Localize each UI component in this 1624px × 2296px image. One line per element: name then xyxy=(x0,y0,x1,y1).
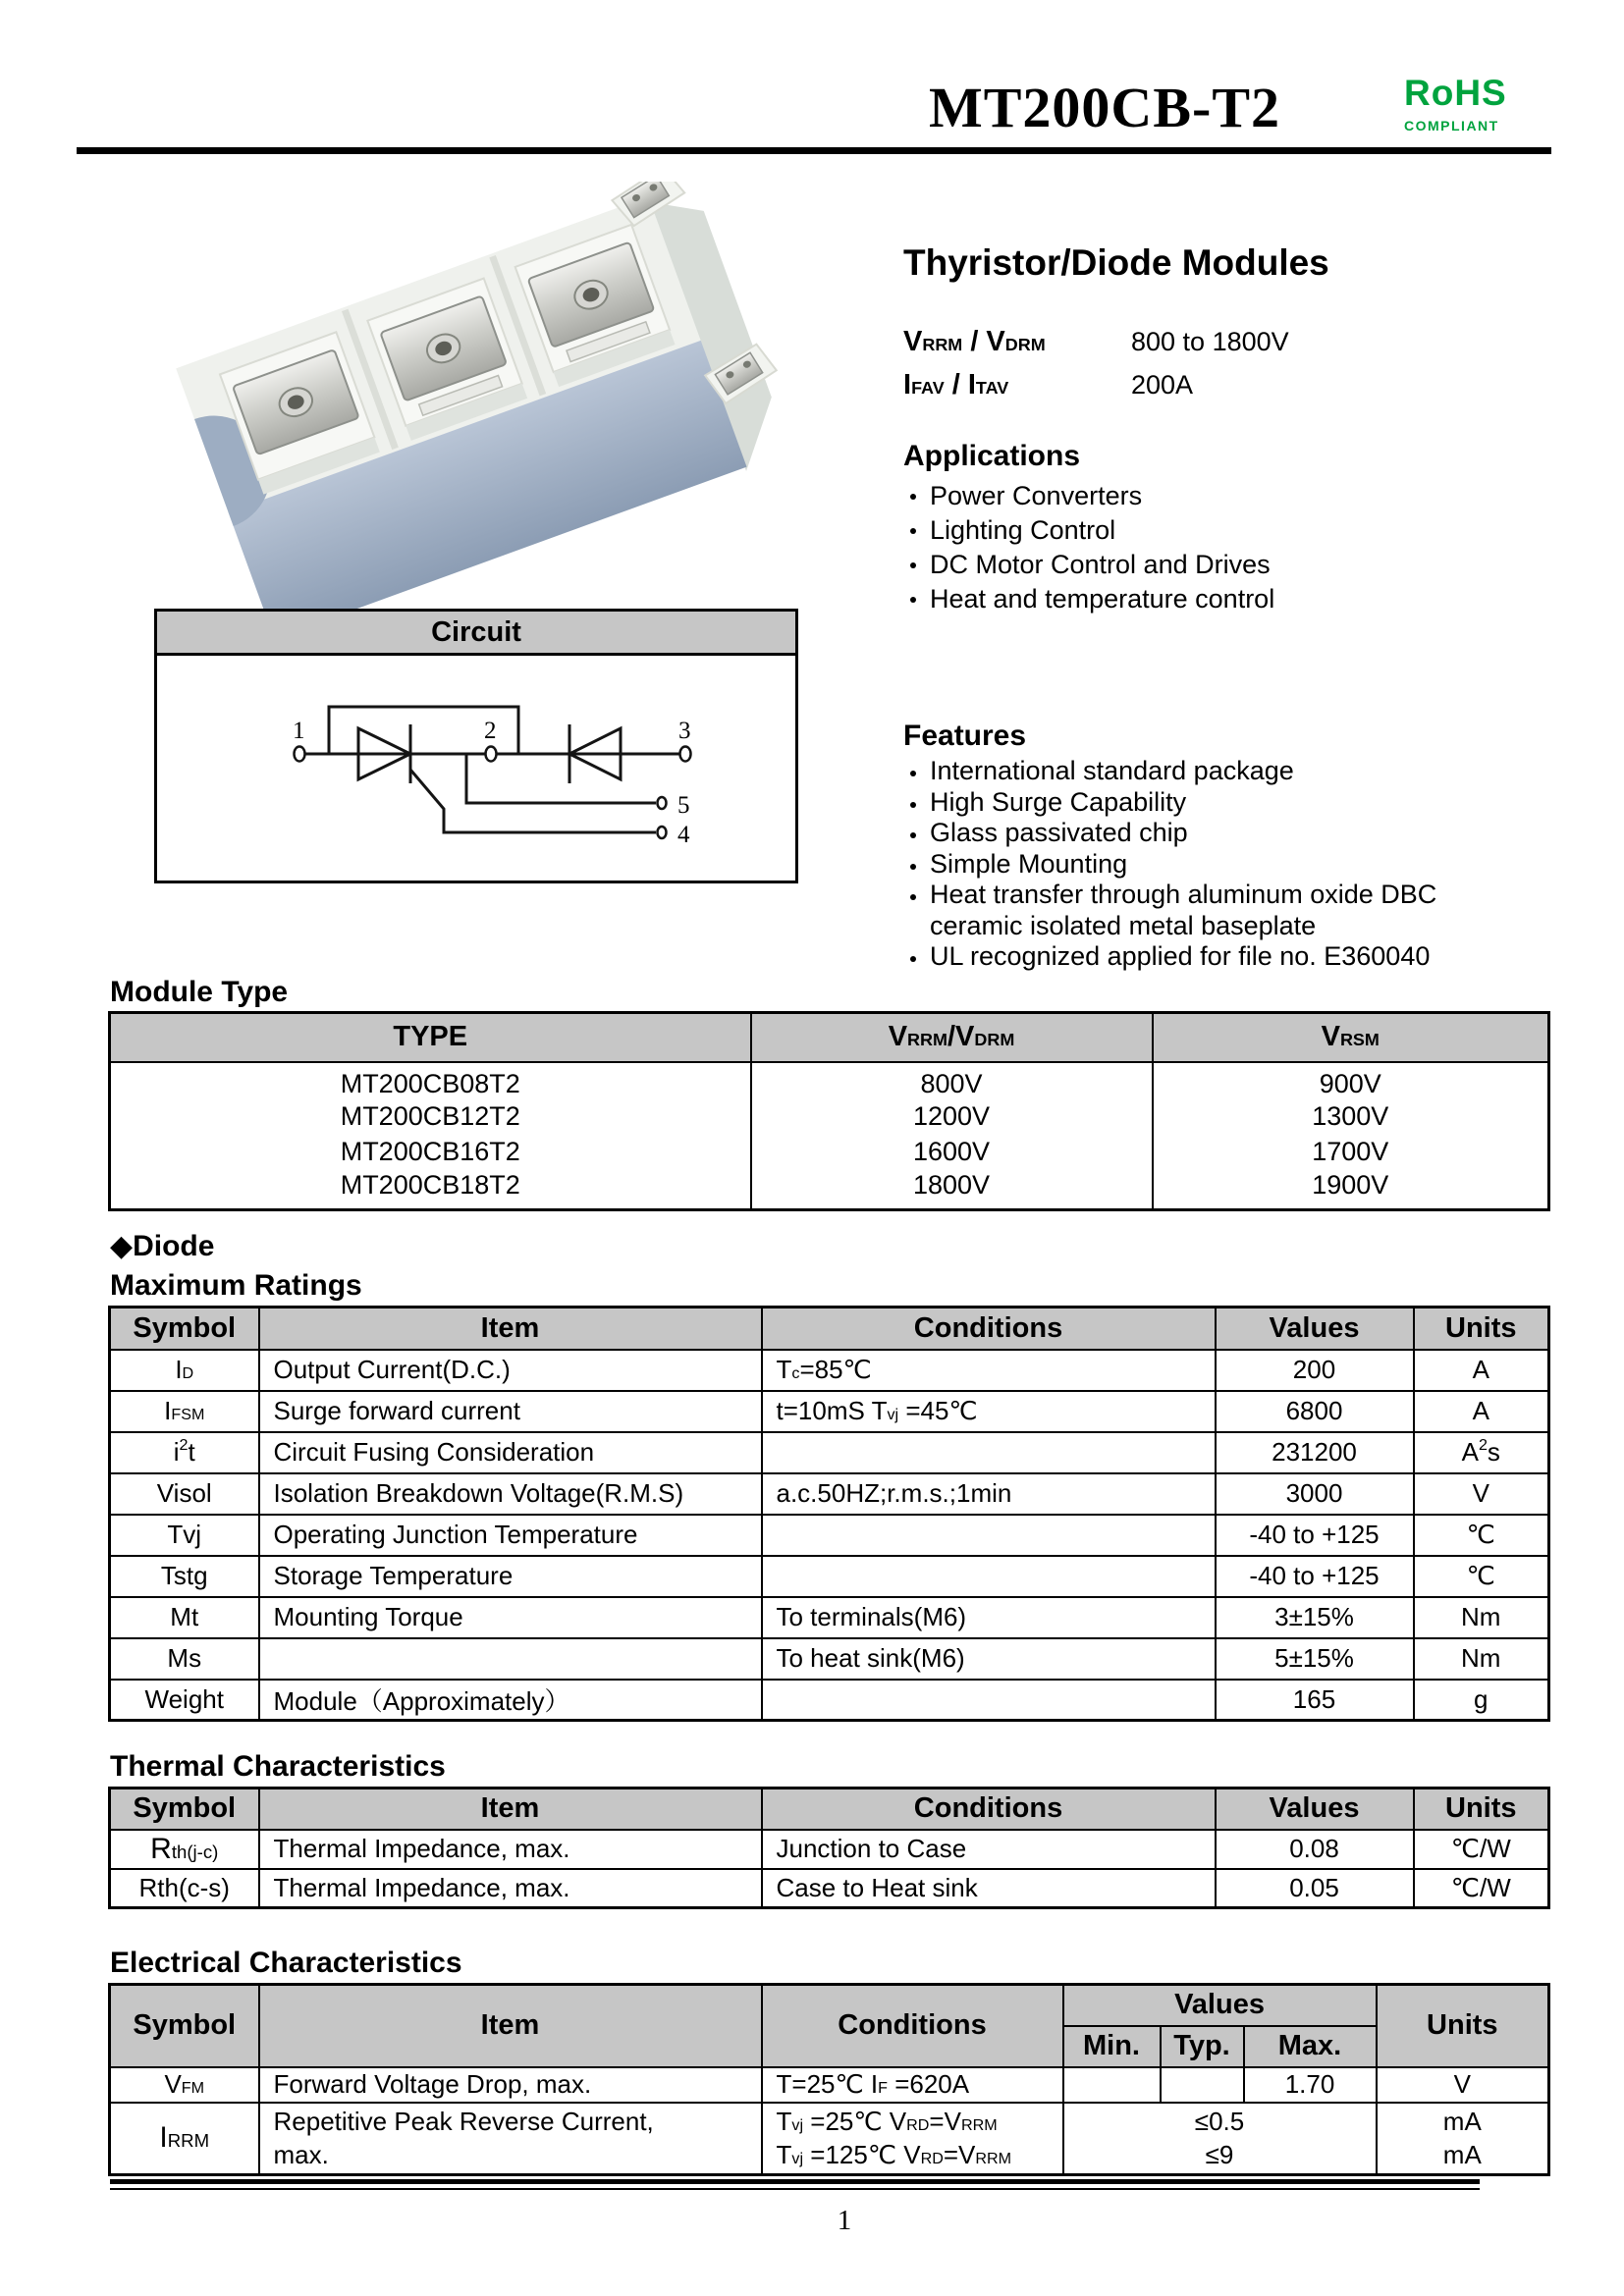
column-header: Units xyxy=(1377,1985,1549,2067)
column-header: Symbol xyxy=(110,1308,259,1350)
spec-value-voltage: 800 to 1800V xyxy=(1131,327,1289,356)
cell-values-merged xyxy=(1063,2103,1377,2175)
cell-conditions xyxy=(762,2103,1063,2175)
features-heading: Features xyxy=(903,720,1027,752)
cell-conditions: Case to Heat sink xyxy=(762,1869,1216,1908)
list-item: Simple Mounting xyxy=(903,849,1483,881)
cell-value: -40 to +125 xyxy=(1216,1556,1414,1597)
cell-value: 3000 xyxy=(1216,1473,1414,1515)
cell-unit: Nm xyxy=(1414,1597,1549,1638)
footer-rule-thick xyxy=(110,2179,1480,2184)
cell-item: Surge forward current xyxy=(259,1391,762,1432)
cell-item xyxy=(259,2103,762,2175)
table-header-row xyxy=(110,1013,1549,1062)
table-row xyxy=(110,1062,1549,1099)
cell-symbol: $i^2t$ xyxy=(110,1432,259,1473)
conditions-line: Tvj =25℃ VRD=VRRM xyxy=(776,2107,998,2137)
column-header: Item xyxy=(259,1789,762,1830)
column-header: VRSM xyxy=(1153,1013,1549,1062)
circuit-box xyxy=(154,609,798,883)
module-type-heading: Module Type xyxy=(110,976,289,1008)
column-header-max: Max. xyxy=(1244,2026,1377,2067)
cell-unit: V xyxy=(1414,1473,1549,1515)
terminal-3-label: 3 xyxy=(678,718,691,744)
column-header-values: Values xyxy=(1063,1985,1377,2026)
cell-conditions: T=25℃ IF =620A xyxy=(762,2067,1063,2103)
spec-symbol-vrrm-vdrm: VRRM / VDRM xyxy=(903,326,1046,357)
value-line: ≤0.5 xyxy=(1194,2107,1245,2137)
terminal-4-node xyxy=(658,827,667,838)
cell-symbol: ID xyxy=(110,1350,259,1391)
cell-value: -40 to +125 xyxy=(1216,1515,1414,1556)
cell-symbol: IFSM xyxy=(110,1391,259,1432)
table-row xyxy=(110,1432,1549,1473)
rohs-badge-line2: COMPLIANT xyxy=(1404,118,1499,133)
conditions-line: Tvj =125℃ VRD=VRRM xyxy=(776,2140,1012,2170)
spec-row-current xyxy=(903,369,1193,401)
table-row xyxy=(110,1391,1549,1432)
cell-min xyxy=(1063,2067,1161,2103)
column-header-typ: Typ. xyxy=(1161,2026,1244,2067)
list-item: High Surge Capability xyxy=(903,787,1483,819)
cell-vrsm: 900V xyxy=(1153,1062,1549,1099)
cell-type: MT200CB12T2 xyxy=(110,1099,751,1135)
cell-type: MT200CB08T2 xyxy=(110,1062,751,1099)
column-header: Conditions xyxy=(762,1985,1063,2067)
column-header: Item xyxy=(259,1985,762,2067)
cell-typ xyxy=(1161,2067,1244,2103)
cell-unit xyxy=(1377,2103,1549,2175)
cell-conditions xyxy=(762,1556,1216,1597)
cell-value: 200 xyxy=(1216,1350,1414,1391)
cell-unit: A xyxy=(1414,1391,1549,1432)
table-row xyxy=(110,1556,1549,1597)
cell-vrsm: 1700V xyxy=(1153,1135,1549,1170)
cell-symbol: Rth(j-c) xyxy=(110,1830,259,1869)
terminal-3-node xyxy=(680,747,691,762)
table-row xyxy=(110,2103,1549,2175)
cell-item: Circuit Fusing Consideration xyxy=(259,1432,762,1473)
table-row xyxy=(110,1638,1549,1680)
electrical-heading: Electrical Characteristics xyxy=(110,1947,462,1979)
list-item: Glass passivated chip xyxy=(903,818,1483,849)
cell-unit: ℃ xyxy=(1414,1515,1549,1556)
thermal-heading: Thermal Characteristics xyxy=(110,1750,446,1783)
cell-conditions: To heat sink(M6) xyxy=(762,1638,1216,1680)
table-header-row xyxy=(110,1789,1549,1830)
terminal-5-label: 5 xyxy=(677,792,690,819)
spec-row-voltage xyxy=(903,326,1289,358)
cell-vrrm: 1600V xyxy=(751,1135,1153,1170)
cell-value: 5±15% xyxy=(1216,1638,1414,1680)
column-header: Conditions xyxy=(762,1308,1216,1350)
cell-conditions xyxy=(762,1515,1216,1556)
terminal-1-node xyxy=(295,747,305,762)
cell-conditions: Tc=85℃ xyxy=(762,1350,1216,1391)
features-list xyxy=(903,756,1483,973)
cell-vrrm: 1800V xyxy=(751,1170,1153,1210)
applications-heading: Applications xyxy=(903,440,1081,472)
cell-item: Output Current(D.C.) xyxy=(259,1350,762,1391)
column-header-min: Min. xyxy=(1063,2026,1161,2067)
cell-value: 3±15% xyxy=(1216,1597,1414,1638)
cell-conditions: t=10mS Tvj =45℃ xyxy=(762,1391,1216,1432)
cell-value: 165 xyxy=(1216,1680,1414,1721)
cell-vrsm: 1300V xyxy=(1153,1099,1549,1135)
table-header-row xyxy=(110,1308,1549,1350)
column-header: Conditions xyxy=(762,1789,1216,1830)
cell-item: Operating Junction Temperature xyxy=(259,1515,762,1556)
part-number-title: MT200CB-T2 xyxy=(929,76,1280,139)
module-type-table xyxy=(108,1011,1550,1211)
cell-conditions: Junction to Case xyxy=(762,1830,1216,1869)
spec-value-current: 200A xyxy=(1131,370,1194,400)
cell-max: 1.70 xyxy=(1244,2067,1377,2103)
cell-conditions xyxy=(762,1432,1216,1473)
cell-item: Forward Voltage Drop, max. xyxy=(259,2067,762,2103)
cell-vrrm: 1200V xyxy=(751,1099,1153,1135)
thermal-table xyxy=(108,1787,1550,1909)
value-line: ≤9 xyxy=(1205,2140,1234,2170)
table-row xyxy=(110,1135,1549,1170)
list-item: Heat transfer through aluminum oxide DBC ceramic isolated metal baseplate xyxy=(903,880,1483,941)
list-item: DC Motor Control and Drives xyxy=(903,548,1492,582)
terminal-1-label: 1 xyxy=(293,718,305,744)
column-header: Values xyxy=(1216,1308,1414,1350)
circuit-heading: Circuit xyxy=(157,612,795,656)
cell-unit: Nm xyxy=(1414,1638,1549,1680)
table-row xyxy=(110,1350,1549,1391)
column-header: Item xyxy=(259,1308,762,1350)
applications-list xyxy=(903,479,1492,616)
cell-vrsm: 1900V xyxy=(1153,1170,1549,1210)
table-row xyxy=(110,1473,1549,1515)
terminal-5-node xyxy=(658,797,667,809)
list-item: UL recognized applied for file no. E360040 xyxy=(903,941,1483,973)
cell-symbol: VFM xyxy=(110,2067,259,2103)
terminal-2-node xyxy=(486,747,497,762)
header-rule xyxy=(77,147,1551,154)
column-header: Symbol xyxy=(110,1985,259,2067)
cell-value: 231200 xyxy=(1216,1432,1414,1473)
cell-unit: ℃ xyxy=(1414,1556,1549,1597)
spec-symbol-ifav-itav: IFAV / ITAV xyxy=(903,369,1009,400)
diode-section-heading: ◆Diode xyxy=(110,1230,215,1262)
table-row xyxy=(110,1597,1549,1638)
cell-item: Thermal Impedance, max. xyxy=(259,1830,762,1869)
cell-symbol: Rth(c-s) xyxy=(110,1869,259,1908)
cell-value: 0.08 xyxy=(1216,1830,1414,1869)
list-item: Lighting Control xyxy=(903,513,1492,548)
product-photo xyxy=(128,182,785,623)
cell-symbol: Visol xyxy=(110,1473,259,1515)
column-header: VRRM/VDRM xyxy=(751,1013,1153,1062)
table-row xyxy=(110,1830,1549,1869)
column-header: Units xyxy=(1414,1789,1549,1830)
rohs-badge xyxy=(1404,73,1507,133)
cell-item: Storage Temperature xyxy=(259,1556,762,1597)
cell-conditions xyxy=(762,1680,1216,1721)
cell-symbol: Ms xyxy=(110,1638,259,1680)
item-line: Repetitive Peak Reverse Current, xyxy=(273,2107,654,2137)
electrical-table xyxy=(108,1983,1550,2176)
cell-conditions: To terminals(M6) xyxy=(762,1597,1216,1638)
column-header: Units xyxy=(1414,1308,1549,1350)
cell-value: 0.05 xyxy=(1216,1869,1414,1908)
cell-item: Isolation Breakdown Voltage(R.M.S) xyxy=(259,1473,762,1515)
cell-unit: V xyxy=(1377,2067,1549,2103)
footer-rule-thin xyxy=(110,2188,1480,2190)
cell-unit: $A^2s$ xyxy=(1414,1432,1549,1473)
column-header: TYPE xyxy=(110,1013,751,1062)
cell-unit: g xyxy=(1414,1680,1549,1721)
cell-unit: ℃/W xyxy=(1414,1869,1549,1908)
terminal-2-label: 2 xyxy=(484,718,497,744)
cell-unit: ℃/W xyxy=(1414,1830,1549,1869)
rohs-badge-line1: RoHS xyxy=(1404,73,1507,113)
cell-conditions: a.c.50HZ;r.m.s.;1min xyxy=(762,1473,1216,1515)
cell-item: Module（Approximately） xyxy=(259,1680,762,1721)
cell-item: Thermal Impedance, max. xyxy=(259,1869,762,1908)
table-row xyxy=(110,2067,1549,2103)
cell-symbol: Mt xyxy=(110,1597,259,1638)
circuit-diagram xyxy=(157,656,795,883)
cell-vrrm: 800V xyxy=(751,1062,1153,1099)
cell-symbol: IRRM xyxy=(110,2103,259,2175)
list-item: Heat and temperature control xyxy=(903,582,1492,616)
cell-type: MT200CB16T2 xyxy=(110,1135,751,1170)
terminal-4-label: 4 xyxy=(677,822,690,848)
page-title: Thyristor/Diode Modules xyxy=(903,242,1329,283)
list-item: Power Converters xyxy=(903,479,1492,513)
maximum-ratings-heading: Maximum Ratings xyxy=(110,1269,362,1302)
page-number: 1 xyxy=(837,2205,852,2236)
cell-item: Mounting Torque xyxy=(259,1597,762,1638)
table-header-row xyxy=(110,1985,1549,2026)
cell-symbol: Tstg xyxy=(110,1556,259,1597)
table-row xyxy=(110,1170,1549,1210)
unit-line: mA xyxy=(1442,2107,1482,2137)
cell-value: 6800 xyxy=(1216,1391,1414,1432)
table-row xyxy=(110,1680,1549,1721)
maximum-ratings-table xyxy=(108,1306,1550,1722)
cell-symbol: Tvj xyxy=(110,1515,259,1556)
cell-type: MT200CB18T2 xyxy=(110,1170,751,1210)
table-row xyxy=(110,1515,1549,1556)
column-header: Values xyxy=(1216,1789,1414,1830)
item-line: max. xyxy=(273,2140,329,2170)
column-header: Symbol xyxy=(110,1789,259,1830)
unit-line: mA xyxy=(1442,2140,1482,2170)
cell-unit: A xyxy=(1414,1350,1549,1391)
cell-symbol: Weight xyxy=(110,1680,259,1721)
list-item: International standard package xyxy=(903,756,1483,787)
table-row xyxy=(110,1869,1549,1908)
table-row xyxy=(110,1099,1549,1135)
cell-item xyxy=(259,1638,762,1680)
